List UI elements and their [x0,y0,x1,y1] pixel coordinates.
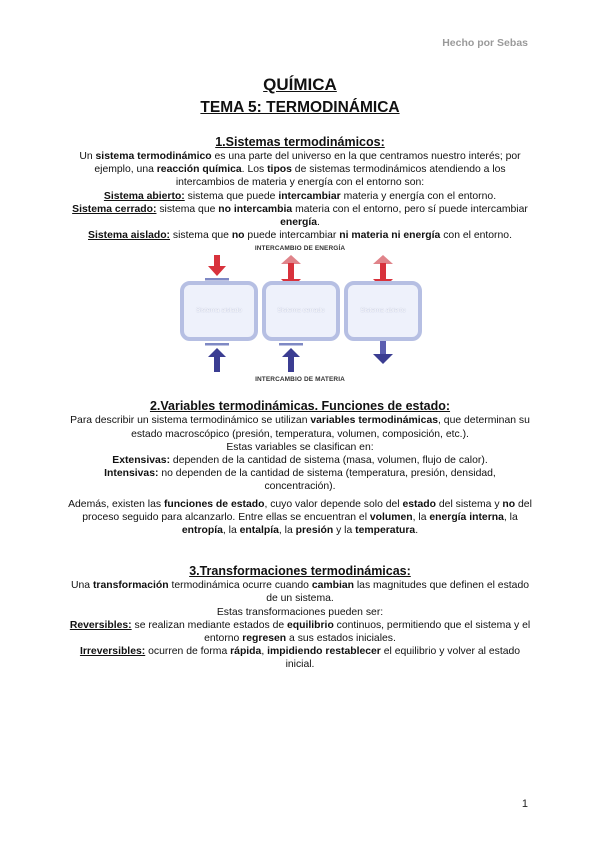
state-functions: Además, existen las funciones de estado, cuyo valor depende solo del estado del sistema y no del proceso seguido para alcanzarlo. Entre ellas se encuentran el volumen, la energía interna, la entropía, la entalpía, la presión y la temperatura. [68,498,532,537]
closed-system-definition: Sistema cerrado: sistema que no intercambia materia con el entorno, pero sí puede intercambiar energía. [72,203,528,229]
reversible-definition: Reversibles: se realizan mediante estados de equilibrio continuos, permitiendo que el sistema y el entorno regresen a sus estados iniciales. [69,619,531,645]
document-body [68,74,532,672]
author-label: Hecho por Sebas [442,37,528,49]
isolated-matter-arrow-icon [205,343,229,372]
section-3-intro: Una transformación termodinámica ocurre cuando cambian las magnitudes que definen el estado de un sistema. [70,580,530,605]
isolated-system-definition: Sistema aislado: sistema que no puede intercambiar ni materia ni energía con el entorno. [88,230,512,242]
section-2-heading: 2.Variables termodinámicas. Funciones de estado: [149,399,451,414]
section-3-types: Estas transformaciones pueden ser: [216,606,384,618]
section-3-heading: 3.Transformaciones termodinámicas: [189,564,411,579]
section-1-intro: Un sistema termodinámico es una parte del universo en la que centramos nuestro interés; por ejemplo, una reacción química. Los tipos de sistemas termodinámicos atendiendo a los intercambios de materia y energía con el entorno son: [79,151,521,189]
open-system-box: Sistema abierto [344,281,422,341]
system-types-diagram [180,245,420,385]
page-number: 1 [521,798,528,810]
matter-exchange-label: INTERCAMBIO DE MATERIA [255,376,345,384]
document-title: QUÍMICA [263,75,337,94]
energy-exchange-label: INTERCAMBIO DE ENERGÍA [254,245,346,253]
document-subtitle: TEMA 5: TERMODINÁMICA [200,99,400,116]
intensive-variables: Intensivas: no dependen de la cantidad de sistema (temperatura, presión, densidad, concentración). [104,468,496,493]
section-2-intro: Para describir un sistema termodinámico se utilizan variables termodinámicas, que determinan su estado macroscópico (presión, temperatura, volumen, composición, etc.). [70,415,530,440]
isolated-energy-arrow-icon [205,255,229,281]
isolated-system-box: Sistema aislado [180,281,258,341]
extensive-variables: Extensivas: dependen de la cantidad de sistema (masa, volumen, flujo de calor). [112,455,488,467]
closed-system-box: Sistema cerrado [262,281,340,341]
irreversible-definition: Irreversibles: ocurren de forma rápida, impidiendo restablecer el equilibrio y volver al estado inicial. [79,646,521,671]
section-2-classification: Estas variables se clasifican en: [226,441,374,453]
closed-matter-arrow-icon [279,343,303,372]
open-system-definition: Sistema abierto: sistema que puede intercambiar materia y energía con el entorno. [103,190,497,202]
section-1-heading: 1.Sistemas termodinámicos: [215,135,385,149]
